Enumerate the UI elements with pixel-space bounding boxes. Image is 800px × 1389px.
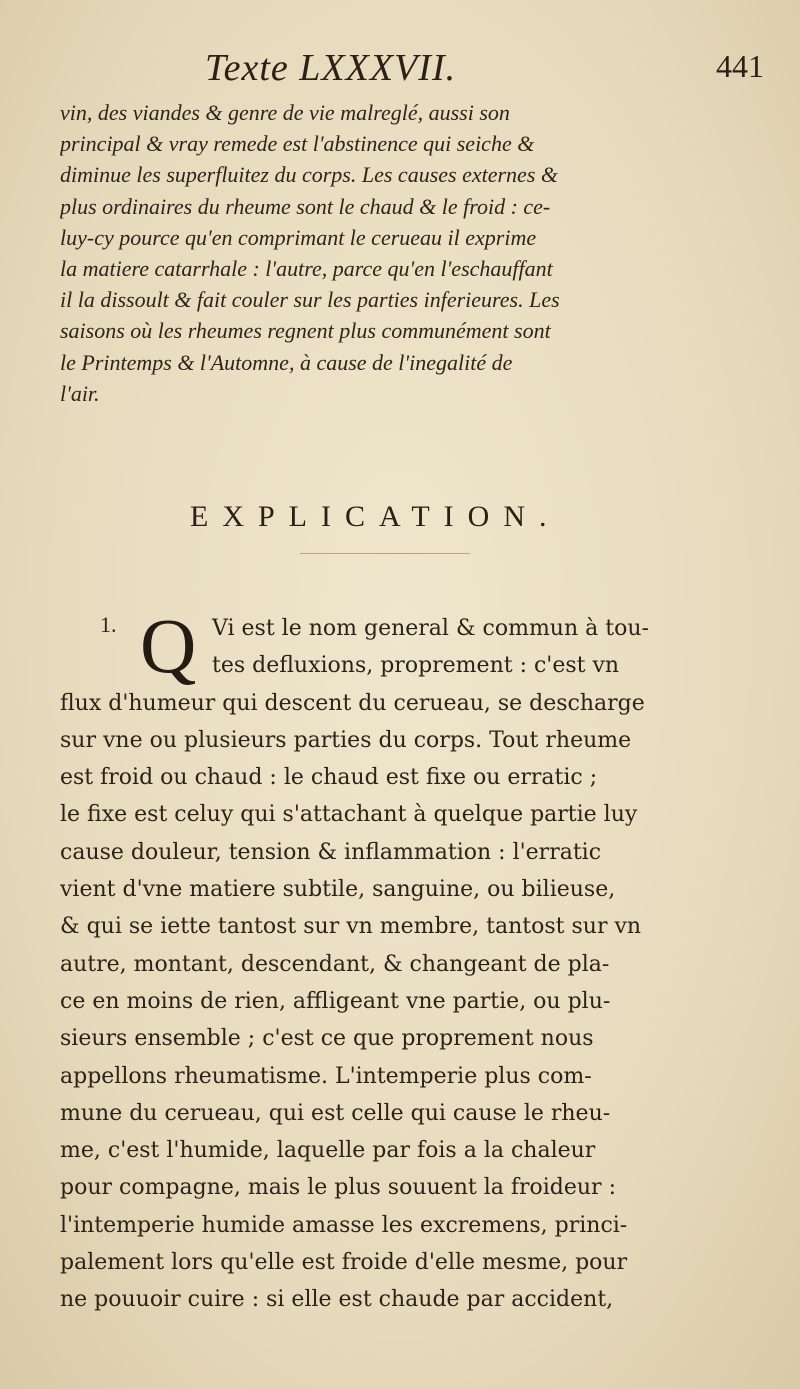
text-line: me, c'est l'humide, laquelle par fois a la chaleur xyxy=(60,1138,596,1164)
text-line: la matiere catarrhale : l'autre, parce qu'en l'eschauffant xyxy=(60,255,553,281)
text-line: vin, des viandes & genre de vie malreglé, aussi son xyxy=(60,100,510,125)
text-line: l'intemperie humide amasse les excremens, princi- xyxy=(60,1212,628,1238)
text-line: sieurs ensemble ; c'est ce que proprement nous xyxy=(60,1026,594,1052)
text-line: saisons où les rheumes regnent plus communément sont xyxy=(60,318,551,344)
text-line: sur vne ou plusieurs parties du corps. Tout rheume xyxy=(60,727,632,753)
text-line: est froid ou chaud : le chaud est fixe ou erratic ; xyxy=(60,765,598,791)
italic-text-block xyxy=(60,97,750,409)
page-number: 441 xyxy=(716,48,764,84)
text-line: vient d'vne matiere subtile, sanguine, ou bilieuse, xyxy=(60,877,616,903)
text-line: tes defluxions, proprement : c'est vn xyxy=(212,653,620,679)
text-line: diminue les superfluitez du corps. Les causes externes & xyxy=(60,162,558,188)
text-line: cause douleur, tension & inflammation : l'erratic xyxy=(60,839,602,865)
text-line: autre, montant, descendant, & changeant de pla- xyxy=(60,951,610,977)
text-line: appellons rheumatisme. L'intemperie plus com- xyxy=(60,1063,592,1089)
text-line: mune du cerueau, qui est celle qui cause le rheu- xyxy=(60,1100,611,1126)
text-line: pour compagne, mais le plus souuent la froideur : xyxy=(60,1175,616,1201)
running-head xyxy=(205,40,764,90)
drop-cap: Q xyxy=(140,602,197,689)
running-title: Texte LXXXVII. xyxy=(205,47,457,89)
paragraph-number: 1. xyxy=(100,612,117,637)
text-line: le Printemps & l'Automne, à cause de l'inegalité de xyxy=(60,349,513,375)
text-line: plus ordinaires du rheume sont le chaud & le froid : ce- xyxy=(60,193,551,219)
text-line: & qui se iette tantost sur vn membre, tantost sur vn xyxy=(60,914,642,940)
section-heading: EXPLICATION. xyxy=(190,500,561,533)
text-line: ce en moins de rien, affligeant vne partie, ou plu- xyxy=(60,988,611,1014)
text-line: palement lors qu'elle est froide d'elle mesme, pour xyxy=(60,1250,628,1276)
text-line: principal & vray remede est l'abstinence qui seiche & xyxy=(60,131,535,157)
text-line: le fixe est celuy qui s'attachant à quelque partie luy xyxy=(60,802,638,828)
text-line: il la dissoult & fait couler sur les parties inferieures. Les xyxy=(60,287,560,313)
body-text-block xyxy=(60,610,740,1319)
text-line: Vi est le nom general & commun à tou- xyxy=(212,616,649,641)
text-line: l'air. xyxy=(60,380,100,406)
heading-divider xyxy=(300,553,470,554)
text-line: luy-cy pource qu'en comprimant le cerueau il exprime xyxy=(60,224,537,250)
text-line: ne pouuoir cuire : si elle est chaude par accident, xyxy=(60,1287,614,1313)
text-line: flux d'humeur qui descent du cerueau, se descharge xyxy=(60,690,645,716)
